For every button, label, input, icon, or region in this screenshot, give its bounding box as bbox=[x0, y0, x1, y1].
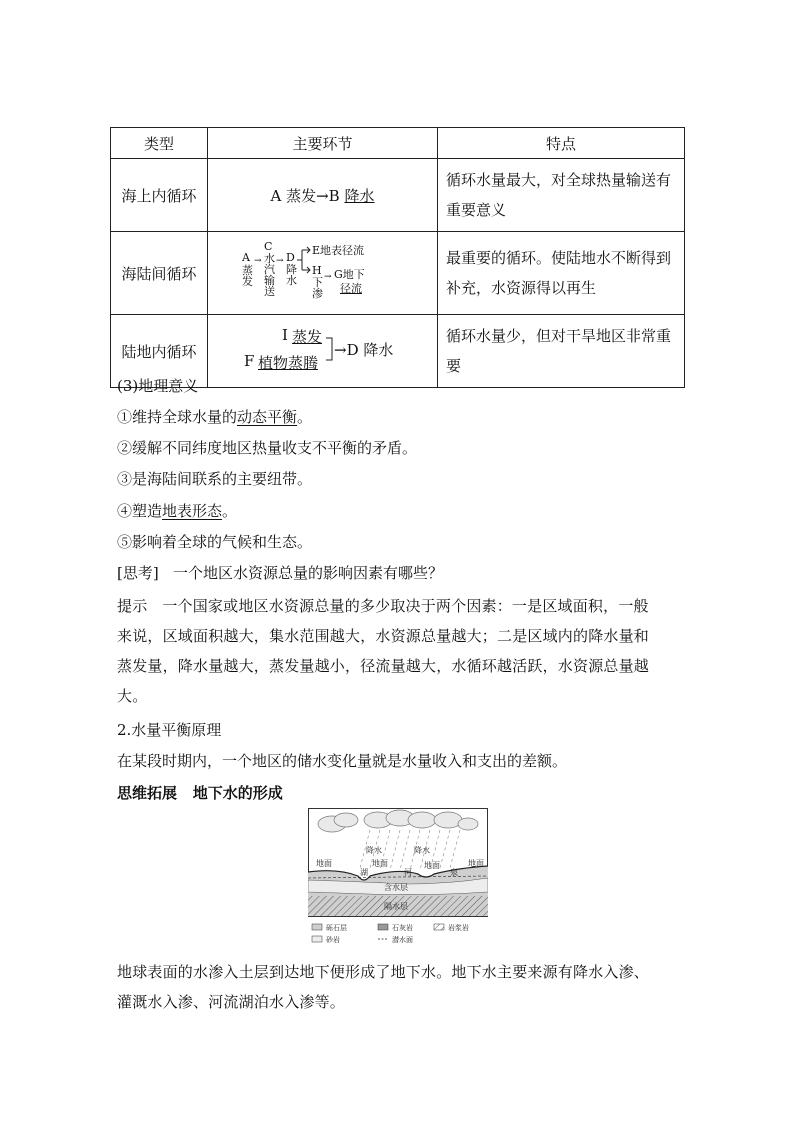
table-header-row bbox=[111, 128, 685, 159]
fig-label-ground: 地面 bbox=[316, 859, 332, 868]
fig-label-rain1: 降水 bbox=[366, 846, 382, 855]
flow-arrow-icon: → bbox=[276, 256, 284, 266]
flow-g-label2: 径流 bbox=[340, 282, 362, 295]
closing-text bbox=[117, 957, 679, 1017]
flow-branch-icon bbox=[297, 246, 311, 276]
flow-a-label: 蒸发 bbox=[242, 264, 253, 288]
section3-title: (3)地理意义 bbox=[117, 377, 199, 395]
sea-evap: A 蒸发 bbox=[270, 186, 317, 205]
flow-a-letter: A bbox=[242, 251, 250, 264]
sea-arrow: → bbox=[316, 186, 329, 205]
think-label: [思考] bbox=[117, 564, 159, 582]
fig-label-river: 河 bbox=[404, 868, 412, 877]
legend-item: 岩浆岩 bbox=[448, 924, 469, 932]
think-block bbox=[117, 562, 443, 583]
section3-item: ⑤影响着全球的气候和生态。 bbox=[117, 533, 313, 551]
sea-land-cycle-flow bbox=[208, 232, 438, 315]
fig-label-aquifer: 含水层 bbox=[384, 883, 408, 892]
row-type: 海上内循环 bbox=[111, 159, 208, 232]
extend-heading: 思维拓展 地下水的形成 bbox=[117, 784, 283, 802]
section3-item: ④塑造地表形态。 bbox=[117, 502, 238, 520]
legend-item: 砾石层 bbox=[326, 924, 347, 932]
section2-title: 2.水量平衡原理 bbox=[117, 721, 222, 739]
flow-g-label: G地下 bbox=[334, 268, 365, 281]
flow-d-label: 降水 bbox=[286, 263, 297, 287]
flow-d-letter: D bbox=[286, 251, 295, 264]
closing-line: 灌溉水入渗、河流湖泊水入渗等。 bbox=[117, 993, 346, 1011]
land-d-label: →D 降水 bbox=[334, 341, 394, 359]
sea-b: B bbox=[328, 186, 340, 205]
water-cycle-table bbox=[110, 127, 685, 388]
hint-line: 来说，区域面积越大，集水范围越大，水资源总量越大；二是区域内的降水量和 bbox=[117, 627, 650, 645]
land-i-label: 蒸发 bbox=[292, 328, 323, 346]
hint-line: 蒸发量，降水量越大，蒸发量越小，径流量越大，水循环越活跃，水资源总量越 bbox=[117, 657, 650, 675]
flow-c-letter: C bbox=[264, 240, 273, 253]
row-feature: 最重要的循环。使陆地水不断得到补充，水资源得以再生 bbox=[438, 232, 685, 315]
row-feature: 循环水量少，但对干旱地区非常重要 bbox=[438, 315, 685, 388]
flow-h-letter: H bbox=[312, 264, 322, 277]
groundwater-figure bbox=[308, 808, 488, 950]
flow-e-label: E地表径流 bbox=[312, 244, 365, 257]
table-row-sea-land bbox=[111, 232, 685, 315]
row-type: 海陆间循环 bbox=[111, 232, 208, 315]
flow-h-label: 下渗 bbox=[312, 276, 323, 300]
header-main: 主要环节 bbox=[208, 128, 438, 159]
row-feature: 循环水量最大，对全球热量输送有重要意义 bbox=[438, 159, 685, 232]
fig-label-ground: 地面 bbox=[372, 859, 388, 868]
land-cycle-flow bbox=[208, 315, 438, 388]
header-type: 类型 bbox=[111, 128, 208, 159]
closing-line: 地球表面的水渗入土层到达地下便形成了地下水。地下水主要来源有降水入渗、 bbox=[117, 963, 650, 981]
flow-c-label: 水汽输送 bbox=[264, 252, 275, 298]
hint-label: 提示 bbox=[117, 597, 148, 615]
section3-item: ②缓解不同纬度地区热量收支不平衡的矛盾。 bbox=[117, 439, 418, 457]
fig-label-ground: 地面 bbox=[468, 859, 484, 868]
legend-item: 砂岩 bbox=[326, 936, 340, 944]
section3-item: ③是海陆间联系的主要纽带。 bbox=[117, 470, 313, 488]
hint-block bbox=[117, 591, 679, 711]
section3-item: ①维持全球水量的动态平衡。 bbox=[117, 408, 313, 426]
think-question: 一个地区水资源总量的影响因素有哪些？ bbox=[173, 564, 444, 582]
fig-label-spring: 泉 bbox=[450, 868, 458, 877]
sea-precip: 降水 bbox=[344, 186, 375, 205]
land-i-letter: I bbox=[282, 326, 288, 344]
section2-text: 在某段时期内，一个地区的储水变化量就是水量收入和支出的差额。 bbox=[117, 752, 568, 770]
fig-label-rain2: 降水 bbox=[414, 846, 430, 855]
table-row-sea bbox=[111, 159, 685, 232]
land-f-letter: F bbox=[244, 352, 255, 370]
hint-line: 大。 bbox=[117, 687, 148, 705]
header-feature: 特点 bbox=[438, 128, 685, 159]
land-f-label: 植物蒸腾 bbox=[258, 354, 319, 372]
flow-arrow-icon: → bbox=[254, 256, 262, 266]
legend-item: 潜水面 bbox=[392, 936, 413, 944]
flow-arrow-icon: → bbox=[324, 272, 332, 282]
legend-item: 石灰岩 bbox=[392, 924, 413, 932]
fig-label-lake: 湖 bbox=[360, 868, 368, 877]
row-type: 陆地内循环 bbox=[111, 315, 208, 388]
hint-line: 一个国家或地区水资源总量的多少取决于两个因素：一是区域面积，一般 bbox=[162, 597, 649, 615]
fig-label-aquiclude: 隔水层 bbox=[384, 902, 408, 911]
fig-label-ground: 地面 bbox=[424, 861, 440, 870]
sea-cycle-flow bbox=[208, 159, 438, 232]
